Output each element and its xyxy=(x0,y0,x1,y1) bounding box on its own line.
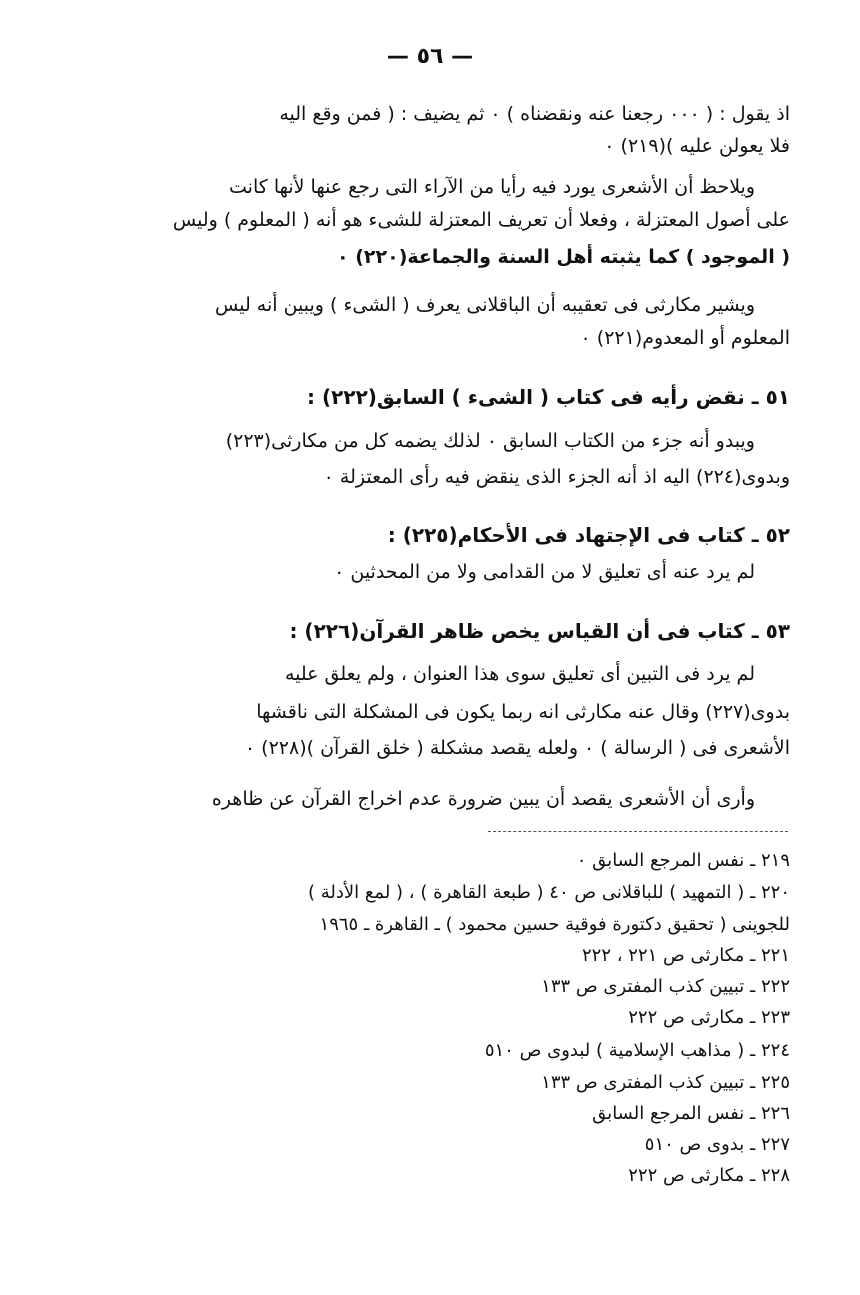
footnote-227: ٢٢٧ ـ بدوى ص ٥١٠ xyxy=(644,1134,790,1155)
body-line: فلا يعولن عليه )(٢١٩) ٠ xyxy=(604,135,790,157)
footnote-223: ٢٢٣ ـ مكارثى ص ٢٢٢ xyxy=(628,1007,790,1028)
body-line: وبدوى(٢٢٤) اليه اذ أنه الجزء الذى ينقض فيه رأى المعتزلة ٠ xyxy=(323,466,790,488)
section-heading-52: ٥٢ ـ كتاب فى الإجتهاد فى الأحكام(٢٢٥) : xyxy=(387,523,790,547)
body-line: على أصول المعتزلة ، وفعلا أن تعريف المعتزلة للشىء هو أنه ( المعلوم ) وليس xyxy=(172,209,790,231)
footnote-divider xyxy=(488,831,788,832)
body-line: وأرى أن الأشعرى يقصد أن يبين ضرورة عدم اخراج القرآن عن ظاهره xyxy=(211,788,755,810)
body-line: ويلاحظ أن الأشعرى يورد فيه رأيا من الآراء التى رجع عنها لأنها كانت xyxy=(229,176,755,198)
body-line: ويبدو أنه جزء من الكتاب السابق ٠ لذلك يضمه كل من مكارثى(٢٢٣) xyxy=(225,430,755,452)
body-line: ( الموجود ) كما يثبته أهل السنة والجماعة(٢٢٠) ٠ xyxy=(337,246,790,268)
section-heading-53: ٥٣ ـ كتاب فى أن القياس يخص ظاهر القرآن(٢٢٦) : xyxy=(289,619,790,643)
footnote-220: ٢٢٠ ـ ( التمهيد ) للباقلانى ص ٤٠ ( طبعة القاهرة ) ، ( لمع الأدلة ) xyxy=(307,882,790,903)
footnote-221: ٢٢١ ـ مكارثى ص ٢٢١ ، ٢٢٢ xyxy=(581,945,790,966)
footnote-222: ٢٢٢ ـ تبيين كذب المفترى ص ١٣٣ xyxy=(541,976,790,997)
body-line: لم يرد عنه أى تعليق لا من القدامى ولا من المحدثين ٠ xyxy=(334,561,755,583)
footnote-220-continued: للجوينى ( تحقيق دكتورة فوقية حسين محمود ) ـ القاهرة ـ ١٩٦٥ xyxy=(319,914,790,935)
body-line: اذ يقول : ( ٠٠٠ رجعنا عنه ونقضناه ) ٠ ثم يضيف : ( فمن وقع اليه xyxy=(279,103,790,125)
footnote-224: ٢٢٤ ـ ( مذاهب الإسلامية ) لبدوى ص ٥١٠ xyxy=(484,1040,790,1061)
footnote-226: ٢٢٦ ـ نفس المرجع السابق xyxy=(592,1103,790,1124)
footnote-219: ٢١٩ ـ نفس المرجع السابق ٠ xyxy=(576,850,790,871)
body-line: المعلوم أو المعدوم(٢٢١) ٠ xyxy=(580,327,790,349)
body-line: لم يرد فى التبين أى تعليق سوى هذا العنوان ، ولم يعلق عليه xyxy=(284,663,755,685)
section-heading-51: ٥١ ـ نقض رأيه فى كتاب ( الشىء ) السابق(٢٢٢) : xyxy=(307,385,790,409)
footnote-228: ٢٢٨ ـ مكارثى ص ٢٢٢ xyxy=(628,1165,790,1186)
page-number: — ٥٦ — xyxy=(386,44,474,69)
body-line: بدوى(٢٢٧) وقال عنه مكارثى انه ربما يكون فى المشكلة التى ناقشها xyxy=(256,701,790,723)
body-line: ويشير مكارثى فى تعقيبه أن الباقلانى يعرف ( الشىء ) ويبين أنه ليس xyxy=(214,294,755,316)
body-line: الأشعرى فى ( الرسالة ) ٠ ولعله يقصد مشكلة ( خلق القرآن )(٢٢٨) ٠ xyxy=(244,737,790,759)
footnote-225: ٢٢٥ ـ تبيين كذب المفترى ص ١٣٣ xyxy=(541,1072,790,1093)
